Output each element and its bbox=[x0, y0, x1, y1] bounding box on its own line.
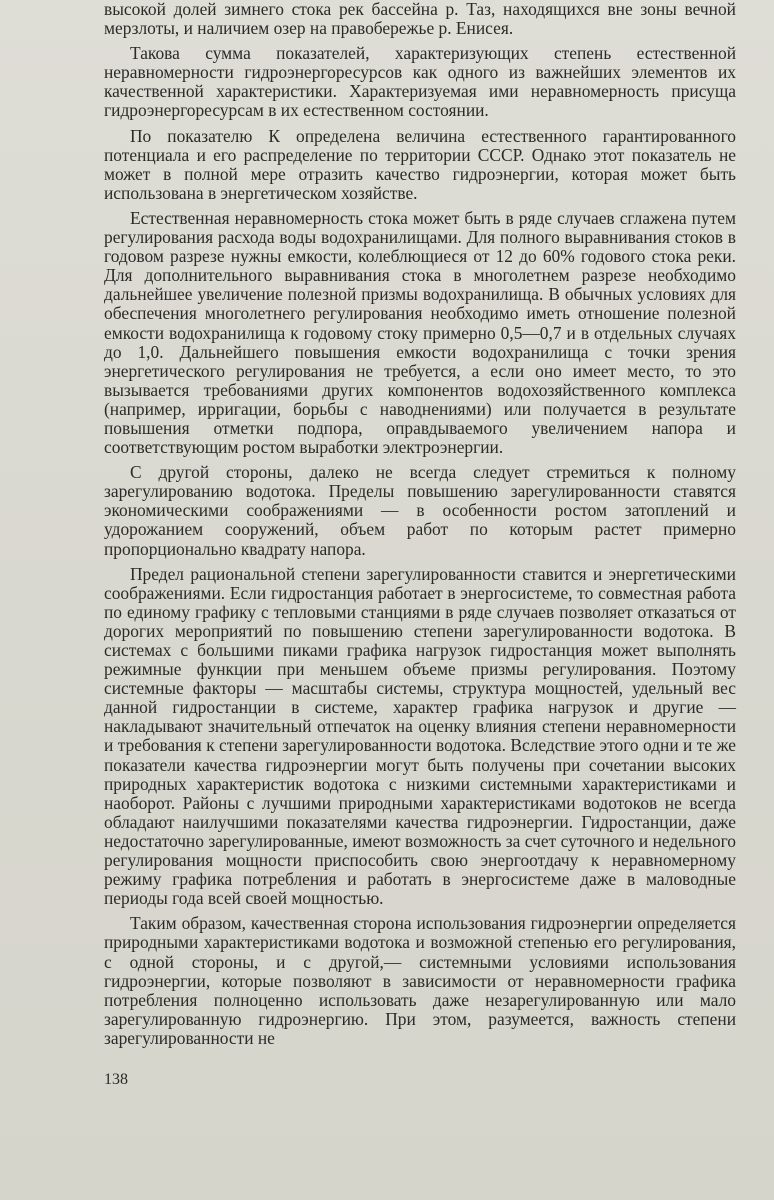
paragraph-6: Предел рациональной степени зарегулированности ставится и энергетическими соображениями. Если гидростанция работает в энергосистеме, то совместная работа по единому графику с тепловыми станциями в ряде случаев позволяет отказаться от дорогих мероприятий по повышению степени зарегулированности водотока. В системах с большими пиками графика нагрузок гидростанция может выполнять режимные функции при меньшем объеме призмы регулирования. Поэтому системные факторы — масштабы системы, структура мощностей, удельный вес данной гидростанции в системе, характер графика нагрузок и другие — накладывают значительный отпечаток на оценку влияния степени неравномерности и требования к степени зарегулированности водотока. Вследствие этого одни и те же показатели качества гидроэнергии могут быть получены при сочетании высоких природных характеристик водотока с низкими системными характеристиками и наоборот. Районы с лучшими природными характеристиками водотоков не всегда обладают наилучшими показателями качества гидроэнергии. Гидростанции, даже недостаточно зарегулированные, имеют возможность за счет суточного и недельного регулирования мощности приспособить свою энергоотдачу к неравномерному режиму графика потребления и работать в энергосистеме даже в маловодные периоды года всей своей мощностью. bbox=[104, 563, 736, 909]
paragraph-3: По показателю К определена величина естественного гарантированного потенциала и его распределение по территории СССР. Однако этот показатель не может в полной мере отразить качество гидроэнергии, которая может быть использована в энергетическом хозяйстве. bbox=[104, 125, 736, 203]
paragraph-1: высокой долей зимнего стока рек бассейна р. Таз, находящихся вне зоны вечной мерзлоты, и наличием озер на правобережье р. Енисея. bbox=[104, 0, 736, 39]
paragraph-7: Таким образом, качественная сторона использования гидроэнергии определяется природными характеристиками водотока и возможной степенью его регулирования, с одной стороны, и с другой,— системными условиями использования гидроэнергии, которые позволяют в зависимости от неравномерности графика потребления полноценно использовать даже незарегулированную или мало зарегулированную гидроэнергию. При этом, разумеется, важность степени зарегулированности не bbox=[104, 913, 736, 1048]
paragraph-2: Такова сумма показателей, характеризующих степень естественной неравномерности гидроэнергоресурсов как одного из важнейших элементов их качественной характеристики. Характеризуемая ими неравномерность присуща гидроэнергоресурсам в их естественном состоянии. bbox=[104, 43, 736, 121]
body-text bbox=[104, 0, 736, 1054]
page-number: 138 bbox=[104, 1071, 128, 1088]
paragraph-4: Естественная неравномерность стока может быть в ряде случаев сглажена путем регулирования расхода воды водохранилищами. Для полного выравнивания стоков в годовом разрезе нужны емкости, колеблющиеся от 12 до 60% годового стока реки. Для дополнительного выравнивания стока в многолетнем разрезе необходимо дальнейшее увеличение полезной призмы водохранилища. В обычных условиях для обеспечения многолетнего регулирования необходимо иметь отношение полезной емкости водохранилища к годовому стоку примерно 0,5—0,7 и в отдельных случаях до 1,0. Дальнейшего повышения емкости водохранилища с точки зрения энергетического регулирования не требуется, а если оно имеет место, то это вызывается требованиями других компонентов водохозяйственного комплекса (например, ирригации, борьбы с наводнениями) или получается в результате повышения отметки подпора, оправдываемого увеличением напора и соответствующим ростом выработки электроэнергии. bbox=[104, 207, 736, 458]
paragraph-5: С другой стороны, далеко не всегда следует стремиться к полному зарегулированию водотока. Пределы повышению зарегулированности ставятся экономическими соображениями — в особенности ростом затоплений и удорожанием сооружений, объем работ по которым растет примерно пропорционально квадрату напора. bbox=[104, 462, 736, 559]
